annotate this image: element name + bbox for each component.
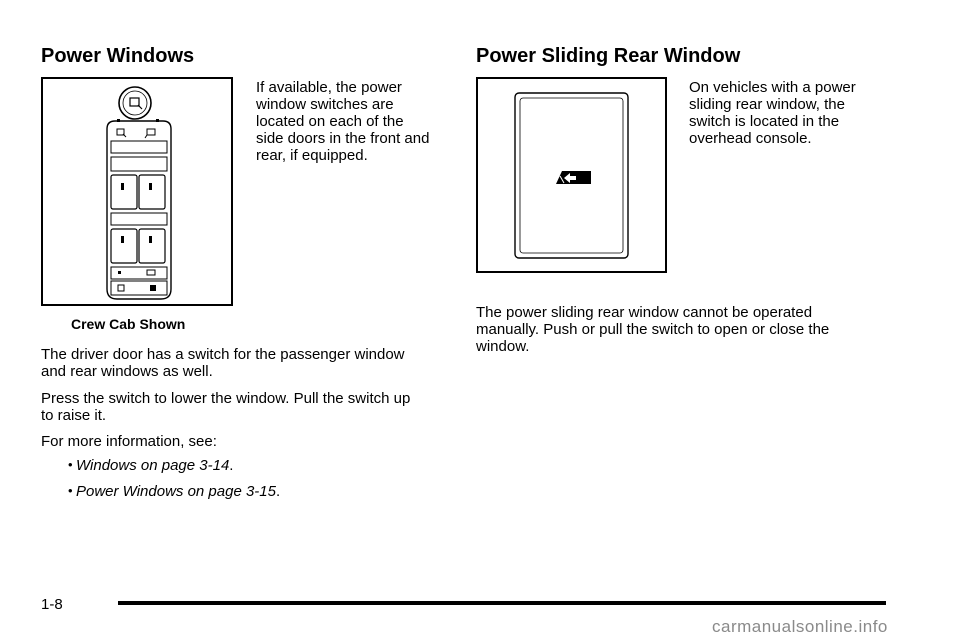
sliding-window-switch-figure [476,77,667,273]
bullet-icon: • [68,483,73,498]
more-info-paragraph: For more information, see: [41,433,217,450]
figure-caption: Crew Cab Shown [71,316,186,332]
window-switch-figure [41,77,233,306]
sliding-window-switch-illustration [478,79,665,271]
sliding-window-intro: On vehicles with a power sliding rear window, the switch is located in the overhead console. [689,79,856,147]
footer-rule [118,601,886,605]
section-title-power-sliding-rear-window: Power Sliding Rear Window [476,45,741,67]
sliding-window-paragraph: The power sliding rear window cannot be operated manually. Push or pull the switch to open or close the window. [476,304,830,355]
bullet-item-windows: • Windows on page 3-14. [68,457,234,474]
page-number: 1-8 [41,596,63,613]
driver-door-paragraph: The driver door has a switch for the passenger window and rear windows as well. [41,346,405,380]
watermark-text: carmanualsonline.info [712,617,888,636]
power-windows-intro: If available, the power window switches are located on each of the side doors in the front and rear, if equipped. [256,79,430,164]
bullet-icon: • [68,457,73,472]
section-title-power-windows: Power Windows [41,45,195,67]
bullet-item-power-windows: • Power Windows on page 3-15. [68,483,281,500]
link-power-windows-page[interactable]: Power Windows on page 3-15 [76,483,276,500]
window-switch-panel-illustration [43,79,231,304]
press-switch-paragraph: Press the switch to lower the window. Pull the switch up to raise it. [41,390,411,424]
link-windows-page[interactable]: Windows on page 3-14 [76,457,230,474]
